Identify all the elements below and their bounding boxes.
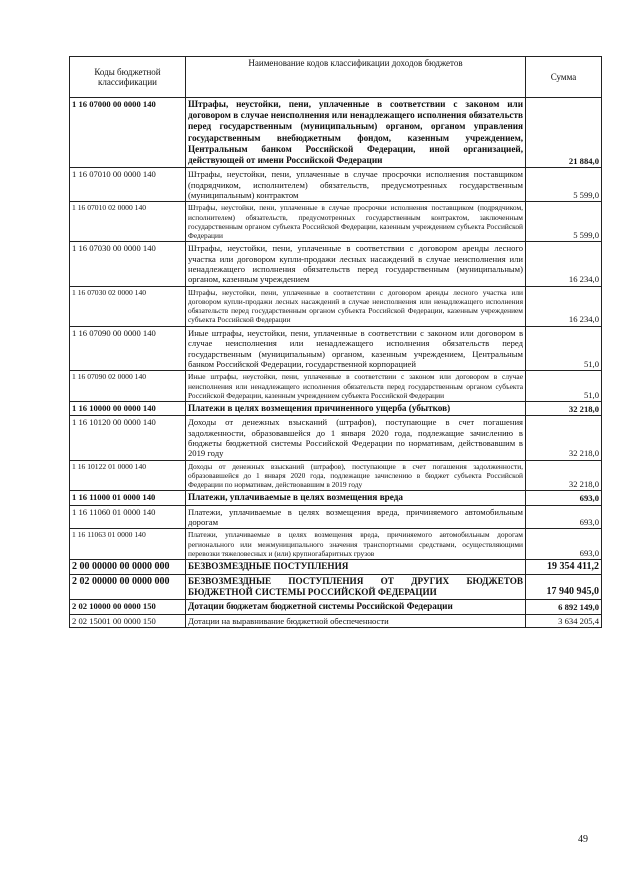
header-name: Наименование кодов классификации доходов бюджетов [186, 57, 526, 98]
table-row [70, 600, 602, 614]
row-name: БЕЗВОЗМЕЗДНЫЕ ПОСТУПЛЕНИЯ ОТ ДРУГИХ БЮДЖЕТОВ БЮДЖЕТНОЙ СИСТЕМЫ РОССИЙСКОЙ ФЕДЕРАЦИИ [186, 574, 526, 599]
row-code: 2 02 10000 00 0000 150 [70, 600, 186, 614]
row-name: Иные штрафы, неустойки, пени, уплаченные в соответствии с законом или договором в случае неисполнения или ненадлежащего исполнения обязательств перед государственным (муниципальным) органом, казенным учреждением, Центральным банком Российской Федерации, государственной корпорацией [186, 326, 526, 371]
row-code: 1 16 10122 01 0000 140 [70, 460, 186, 491]
header-code: Коды бюджетной классификации [70, 57, 186, 98]
row-name: Дотации бюджетам бюджетной системы Российской Федерации [186, 600, 526, 614]
row-code: 1 16 07010 00 0000 140 [70, 168, 186, 202]
row-sum: 693,0 [526, 529, 602, 560]
row-code: 1 16 11063 01 0000 140 [70, 529, 186, 560]
table-row [70, 559, 602, 574]
row-code: 1 16 07010 02 0000 140 [70, 202, 186, 242]
row-sum: 21 884,0 [526, 98, 602, 168]
row-code: 1 16 07090 02 0000 140 [70, 371, 186, 402]
row-code: 1 16 10000 00 0000 140 [70, 401, 186, 415]
row-name: Штрафы, неустойки, пени, уплаченные в соответствии с договором аренды лесного участка или договором купли-продажи лесных насаждений в случае неисполнения или ненадлежащего исполнения обязательств перед государственным органом субъекта Российской Федерации, казенным учреждением субъекта Российской Федерации [186, 286, 526, 326]
row-name: Платежи, уплачиваемые в целях возмещения вреда [186, 491, 526, 505]
row-name: Доходы от денежных взысканий (штрафов), поступающие в счет погашения задолженности, образовавшейся до 1 января 2020 года, подлежащие зачислению в бюджеты бюджетной системы Российской Федерации по нормативам, действовавшим в 2019 году [186, 416, 526, 461]
row-sum: 693,0 [526, 505, 602, 529]
table-row [70, 98, 602, 168]
row-code: 2 00 00000 00 0000 000 [70, 559, 186, 574]
table-row [70, 202, 602, 242]
table-row [70, 505, 602, 529]
row-code: 1 16 07090 00 0000 140 [70, 326, 186, 371]
row-sum: 51,0 [526, 326, 602, 371]
row-code: 2 02 00000 00 0000 000 [70, 574, 186, 599]
row-name: Иные штрафы, неустойки, пени, уплаченные в соответствии с законом или договором в случае неисполнения или ненадлежащего исполнения обязательств перед государственным органом субъекта Российской Федерации, казенным учреждением субъекта Российской Федерации [186, 371, 526, 402]
page-number: 49 [578, 834, 588, 845]
table-row [70, 286, 602, 326]
table-row [70, 491, 602, 505]
table-header-row [70, 57, 602, 98]
row-name: БЕЗВОЗМЕЗДНЫЕ ПОСТУПЛЕНИЯ [186, 559, 526, 574]
row-sum: 6 892 149,0 [526, 600, 602, 614]
row-sum: 3 634 205,4 [526, 614, 602, 627]
row-sum: 5 599,0 [526, 202, 602, 242]
table-row [70, 574, 602, 599]
table-row [70, 326, 602, 371]
row-name: Штрафы, неустойки, пени, уплаченные в случае просрочки исполнения поставщиком (подрядчиком, исполнителем) обязательств, предусмотренных государственным (муниципальным) контрактом [186, 168, 526, 202]
row-name: Платежи, уплачиваемые в целях возмещения вреда, причиняемого автомобильным дорогам [186, 505, 526, 529]
row-name: Штрафы, неустойки, пени, уплаченные в соответствии с законом или договором в случае неисполнения или ненадлежащего исполнения обязательств перед государственным (муниципальным) органом, органом управления государственным внебюджетным фондом, казенным учреждением, Центральным банком Российской Федерации, иной организацией, действующей от имени Российской Федерации [186, 98, 526, 168]
row-sum: 16 234,0 [526, 286, 602, 326]
table-row [70, 401, 602, 415]
row-name: Доходы от денежных взысканий (штрафов), поступающие в счет погашения задолженности, образовавшейся до 1 января 2020 года, подлежащие зачислению в бюджет субъекта Российской Федерации по нормативам, действовавшим в 2019 году [186, 460, 526, 491]
table-row [70, 371, 602, 402]
row-sum: 17 940 945,0 [526, 574, 602, 599]
row-sum: 32 218,0 [526, 460, 602, 491]
table-row [70, 614, 602, 627]
table-row [70, 168, 602, 202]
row-name: Дотации на выравнивание бюджетной обеспеченности [186, 614, 526, 627]
row-code: 2 02 15001 00 0000 150 [70, 614, 186, 627]
row-sum: 5 599,0 [526, 168, 602, 202]
row-code: 1 16 07000 00 0000 140 [70, 98, 186, 168]
header-sum: Сумма [526, 57, 602, 98]
row-sum: 51,0 [526, 371, 602, 402]
table-row [70, 242, 602, 287]
table-row [70, 529, 602, 560]
row-name: Платежи, уплачиваемые в целях возмещения вреда, причиняемого автомобильным дорогам регионального или межмуниципального значения транспортными средствами, осуществляющими перевозки тяжеловесных и (или) крупногабаритных грузов [186, 529, 526, 560]
revenue-classification-table [69, 56, 602, 628]
row-sum: 32 218,0 [526, 401, 602, 415]
row-name: Штрафы, неустойки, пени, уплаченные в случае просрочки исполнения поставщиком (подрядчиком, исполнителем) обязательств, предусмотренных государственным контрактом, заключенным государственным органом субъекта Российской Федерации, казенным учреждением субъекта Российской Федерации [186, 202, 526, 242]
row-sum: 19 354 411,2 [526, 559, 602, 574]
row-sum: 693,0 [526, 491, 602, 505]
row-sum: 16 234,0 [526, 242, 602, 287]
table-row [70, 416, 602, 461]
row-code: 1 16 11000 01 0000 140 [70, 491, 186, 505]
row-code: 1 16 10120 00 0000 140 [70, 416, 186, 461]
row-name: Платежи в целях возмещения причиненного ущерба (убытков) [186, 401, 526, 415]
row-code: 1 16 11060 01 0000 140 [70, 505, 186, 529]
row-code: 1 16 07030 02 0000 140 [70, 286, 186, 326]
row-sum: 32 218,0 [526, 416, 602, 461]
row-name: Штрафы, неустойки, пени, уплаченные в соответствии с договором аренды лесного участка или договором купли-продажи лесных насаждений в случае неисполнения или ненадлежащего исполнения обязательств перед государственным (муниципальным) органом, казенным учреждением [186, 242, 526, 287]
row-code: 1 16 07030 00 0000 140 [70, 242, 186, 287]
table-row [70, 460, 602, 491]
